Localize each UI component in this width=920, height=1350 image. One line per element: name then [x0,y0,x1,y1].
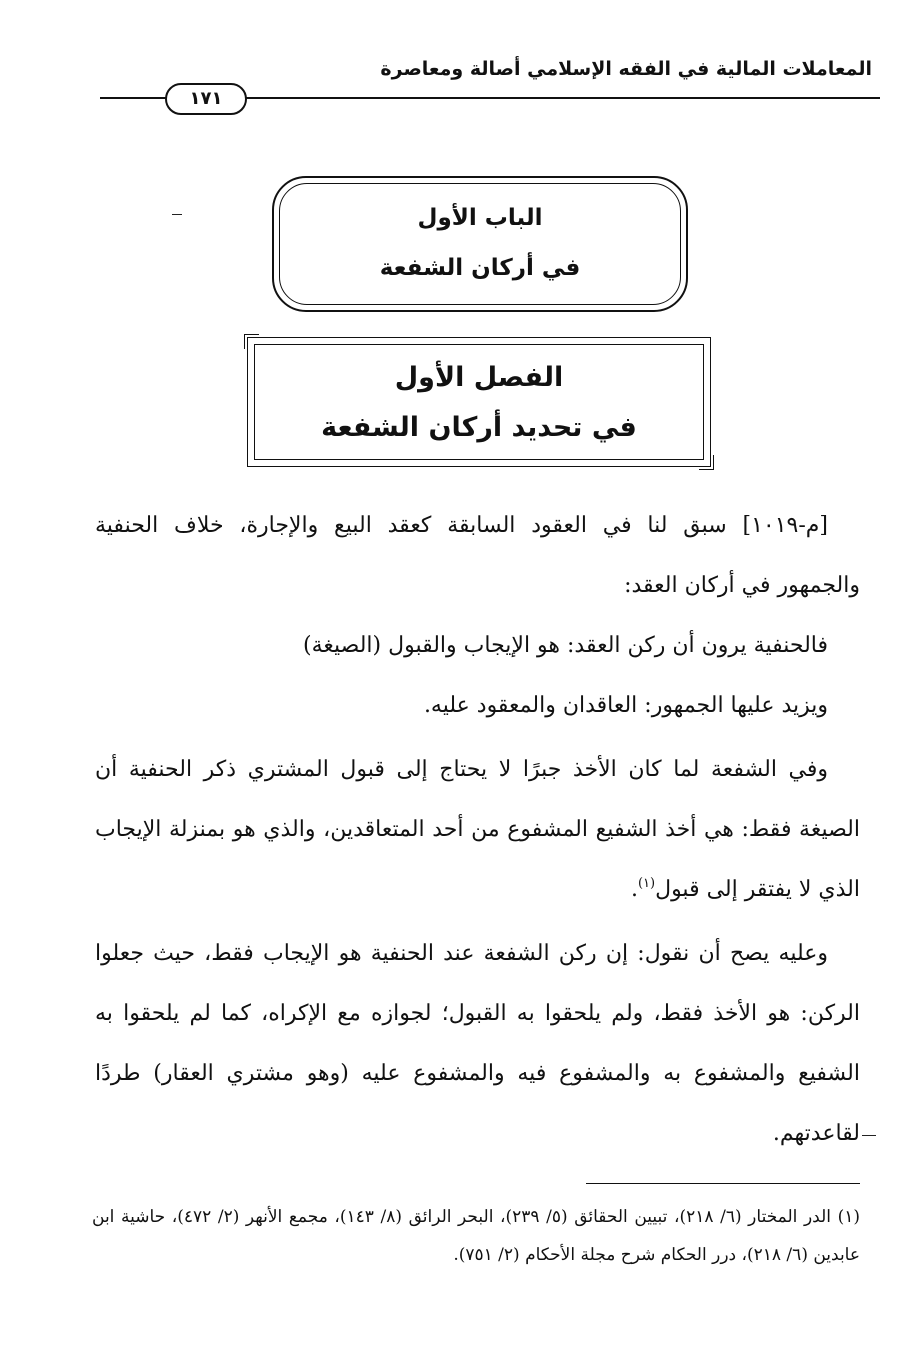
paragraph-shufa-sigha [95,740,860,920]
paragraph-end-period: . [630,877,638,902]
paragraph-shufa-sigha-text: وفي الشفعة لما كان الأخذ جبرًا لا يحتاج إلى قبول المشتري ذكر الحنفية أن الصيغة فقط: هي أخذ الشفيع المشفوع من أحد المتعاقدين، والذي هو بمنزلة الإيجاب الذي لا يفتقر إلى قبول [95,757,860,902]
margin-mark [862,1135,876,1136]
section-heading-inner-frame [254,344,704,460]
chapter-heading-box [272,176,688,312]
paragraph-intro: [م-١٠١٩] سبق لنا في العقود السابقة كعقد البيع والإجارة، خلاف الحنفية والجمهور في أركان العقد: [95,513,860,598]
footnote-separator [586,1183,860,1184]
footnotes [92,1198,860,1274]
page-number: ١٧١ [165,83,247,115]
section-title: الفصل الأول [394,362,564,393]
paragraph-hanafi-view: فالحنفية يرون أن ركن العقد: هو الإيجاب والقبول (الصيغة) [303,633,828,658]
section-heading-box [247,337,711,467]
running-header-title: المعاملات المالية في الفقه الإسلامي أصالة ومعاصرة [380,58,872,80]
margin-mark [172,214,182,215]
footnote-reference: (١) [637,876,656,891]
section-subtitle: في تحديد أركان الشفعة [321,412,637,443]
chapter-subtitle: في أركان الشفعة [379,255,581,281]
chapter-heading-inner-frame [279,183,681,305]
paragraph-majority-view: ويزيد عليها الجمهور: العاقدان والمعقود عليه. [423,693,828,718]
chapter-title: الباب الأول [417,205,543,231]
paragraph-conclusion: وعليه يصح أن نقول: إن ركن الشفعة عند الحنفية هو الإيجاب فقط، حيث جعلوا الركن: هو الأخذ فقط، ولم يلحقوا به القبول؛ لجوازه مع الإكراه، كما لم يلحقوا به الشفيع والمشفوع به والمشفوع فيه والمشفوع عليه (وهو مشتري العقار) طردًا لقاعدتهم. [95,941,861,1146]
body-text [95,496,860,1164]
footnote-1: (١) الدر المختار (٦/ ٢١٨)، تبيين الحقائق (٥/ ٢٣٩)، البحر الرائق (٨/ ١٤٣)، مجمع الأنهر (٢/ ٤٧٢)، حاشية ابن عابدين (٦/ ٢١٨)، درر الحكام شرح مجلة الأحكام (٢/ ٧٥١). [92,1207,860,1265]
